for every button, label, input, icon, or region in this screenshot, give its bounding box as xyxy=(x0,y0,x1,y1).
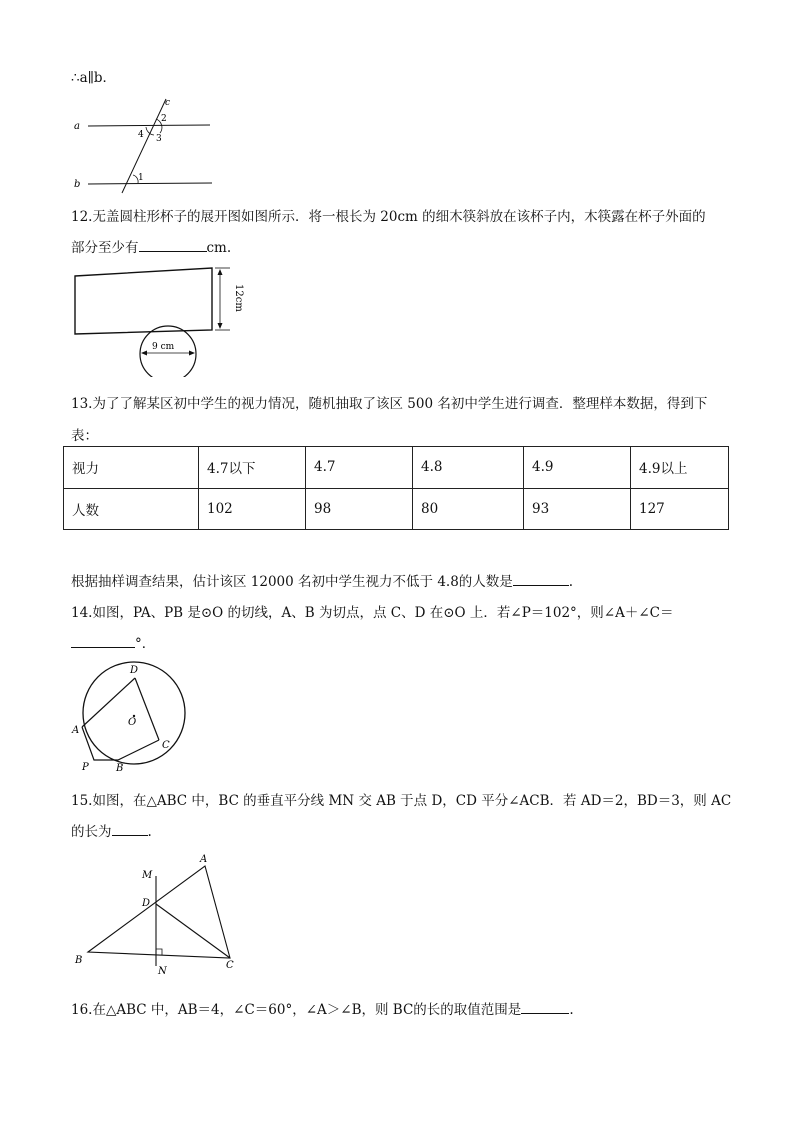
table-cell: 127 xyxy=(631,488,729,530)
label-c: C xyxy=(226,960,234,971)
q16-line xyxy=(71,998,574,1018)
table-cell: 4.7以下 xyxy=(199,447,306,489)
label-a: a xyxy=(74,121,80,132)
label-d: D xyxy=(130,665,139,676)
q13-question-end: . xyxy=(568,574,574,590)
label-c: c xyxy=(165,98,171,108)
answer-blank-q13[interactable] xyxy=(513,573,569,586)
label-n: N xyxy=(158,966,167,977)
q13-line1: 13.为了了解某区初中学生的视力情况，随机抽取了该区 500 名初中学生进行调查．整理样本数据，得到下 xyxy=(71,396,708,412)
label-d: D xyxy=(142,898,151,909)
label-a: A xyxy=(200,854,208,865)
q13-question-text: 根据抽样调查结果，估计该区 12000 名初中学生视力不低于 4.8的人数是 xyxy=(71,574,513,590)
answer-blank-q15[interactable] xyxy=(112,823,148,836)
label-p: P xyxy=(82,762,89,773)
q14-degree: °． xyxy=(135,636,156,652)
table-cell: 4.9以上 xyxy=(631,447,729,489)
table-cell: 93 xyxy=(524,488,631,530)
label-b: B xyxy=(116,763,124,774)
diameter-label: 9 cm xyxy=(152,342,175,352)
height-label: 12cm xyxy=(233,284,244,312)
table-cell: 4.8 xyxy=(413,447,524,489)
table-row xyxy=(64,447,729,489)
q12-line2 xyxy=(71,236,231,256)
vision-table xyxy=(63,446,729,530)
q12-line1: 12.无盖圆柱形杯子的展开图如图所示．将一根长为 20cm 的细木筷斜放在该杯子内，木筷露在杯子外面的 xyxy=(71,209,706,225)
q16-end: . xyxy=(569,1002,574,1018)
answer-blank-q14[interactable] xyxy=(71,635,135,648)
table-cell: 人数 xyxy=(64,488,199,530)
angle-1-label: 1 xyxy=(138,173,144,183)
table-cell: 80 xyxy=(413,488,524,530)
q15-text: 的长为 xyxy=(71,824,112,840)
angle-4-label: 4 xyxy=(138,130,144,140)
table-cell: 98 xyxy=(306,488,413,530)
q13-line2: 表： xyxy=(71,428,98,444)
q16-text: 16.在△ABC 中，AB＝4，∠C＝60°，∠A＞∠B，则 BC的长的取值范围是 xyxy=(71,1002,522,1018)
q15-line2 xyxy=(71,820,152,840)
label-b: B xyxy=(75,955,83,966)
table-cell: 4.9 xyxy=(524,447,631,489)
cylinder-net-figure xyxy=(70,262,245,377)
label-m: M xyxy=(142,870,153,881)
angle-2-label: 2 xyxy=(161,114,167,124)
table-cell: 视力 xyxy=(64,447,199,489)
table-cell: 102 xyxy=(199,488,306,530)
angle-3-label: 3 xyxy=(156,134,162,144)
label-a: A xyxy=(72,725,80,736)
q14-line1: 14.如图，PA、PB 是⊙O 的切线，A、B 为切点，点 C、D 在⊙O 上．若∠P＝102°，则∠A＋∠C＝ xyxy=(71,605,674,621)
q11-conclusion: ∴a∥b． xyxy=(71,70,117,86)
triangle-bisector-figure xyxy=(70,852,250,982)
q12-unit: cm. xyxy=(206,240,232,256)
q12-text: 部分至少有 xyxy=(71,240,139,256)
answer-blank-q12[interactable] xyxy=(139,239,207,252)
answer-blank-q16[interactable] xyxy=(521,1001,569,1014)
q15-end: . xyxy=(147,824,152,840)
label-c: C xyxy=(162,740,170,751)
table-cell: 4.7 xyxy=(306,447,413,489)
label-b: b xyxy=(74,179,81,190)
q14-line2 xyxy=(71,632,155,652)
table-row xyxy=(64,488,729,530)
q13-question xyxy=(71,570,573,590)
label-o: O xyxy=(128,717,137,728)
circle-tangent-figure xyxy=(68,660,208,775)
q15-line1: 15.如图，在△ABC 中，BC 的垂直平分线 MN 交 AB 于点 D，CD 平分∠ACB．若 AD＝2，BD＝3，则 AC xyxy=(71,793,732,809)
parallel-lines-figure xyxy=(70,95,220,195)
